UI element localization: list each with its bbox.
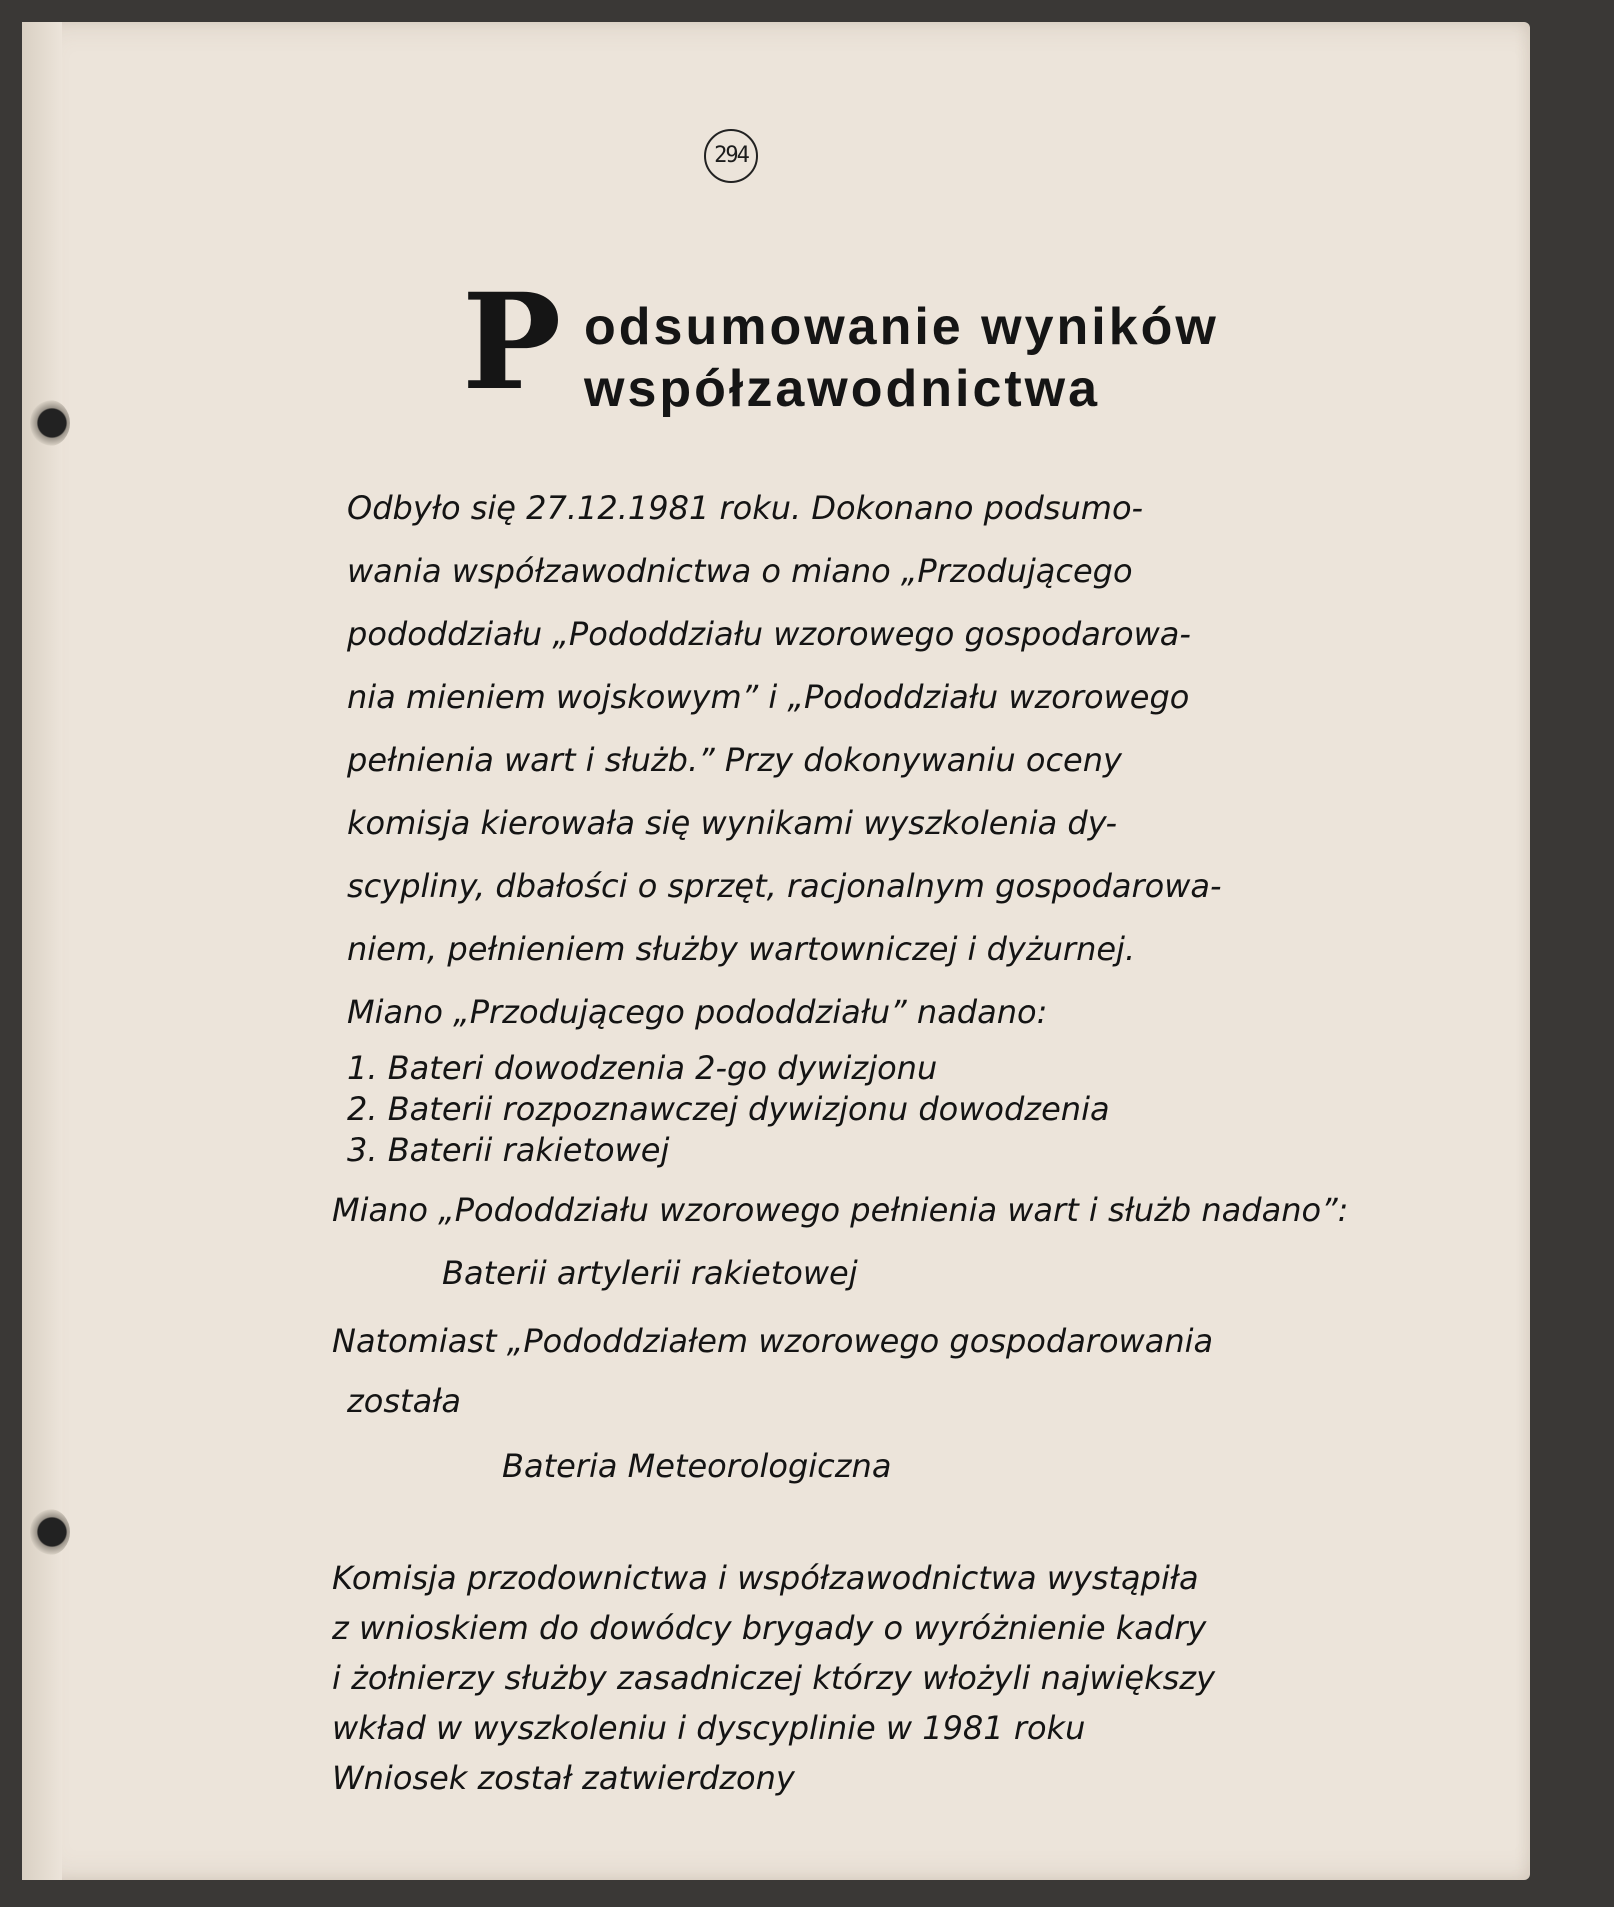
paragraph-4-line: i żołnierzy służby zasadniczej którzy włożyli największy bbox=[332, 1659, 1216, 1697]
page-spine bbox=[22, 22, 62, 1880]
paragraph-1-line: pełnienia wart i służb.” Przy dokonywaniu oceny bbox=[347, 741, 1122, 779]
paragraph-4-line: Wniosek został zatwierdzony bbox=[332, 1759, 795, 1797]
paragraph-1-line: Odbyło się 27.12.1981 roku. Dokonano podsumo- bbox=[347, 489, 1144, 527]
document-page bbox=[22, 22, 1530, 1880]
title-line-2: współzawodnictwa bbox=[584, 360, 1101, 418]
title-line-1: odsumowanie wyników bbox=[584, 298, 1219, 356]
paragraph-1-line: pododdziału „Pododdziału wzorowego gospodarowa- bbox=[347, 615, 1191, 653]
paragraph-1-line: wania współzawodnictwa o miano „Przodującego bbox=[347, 552, 1133, 590]
paragraph-3-line: została bbox=[347, 1382, 461, 1420]
paragraph-4-line: wkład w wyszkoleniu i dyscyplinie w 1981 roku bbox=[332, 1709, 1086, 1747]
paragraph-4-line: Komisja przodownictwa i współzawodnictwa wystąpiła bbox=[332, 1559, 1199, 1597]
page-title bbox=[462, 265, 1362, 420]
title-initial: P bbox=[462, 265, 562, 420]
paragraph-1-line: niem, pełnieniem służby wartowniczej i dyżurnej. bbox=[347, 930, 1136, 968]
list-item: 3. Baterii rakietowej bbox=[347, 1131, 670, 1169]
page-number: 294 bbox=[704, 129, 758, 183]
list-item: 2. Baterii rozpoznawczej dywizjonu dowodzenia bbox=[347, 1090, 1110, 1128]
paragraph-3-line: Natomiast „Pododdziałem wzorowego gospodarowania bbox=[332, 1322, 1214, 1360]
punch-hole-top bbox=[30, 400, 70, 446]
paragraph-2: Miano „Pododdziału wzorowego pełnienia wart i służb nadano”: bbox=[332, 1191, 1349, 1229]
paragraph-1-line: scypliny, dbałości o sprzęt, racjonalnym gospodarowa- bbox=[347, 867, 1222, 905]
punch-hole-bottom bbox=[30, 1509, 70, 1555]
paragraph-1-line: komisja kierowała się wynikami wyszkolenia dy- bbox=[347, 804, 1118, 842]
paragraph-4-line: z wnioskiem do dowódcy brygady o wyróżnienie kadry bbox=[332, 1609, 1207, 1647]
paragraph-1-line: nia mieniem wojskowym” i „Pododdziału wzorowego bbox=[347, 678, 1190, 716]
list-item: 1. Bateri dowodzenia 2-go dywizjonu bbox=[347, 1049, 938, 1087]
award-2: Baterii artylerii rakietowej bbox=[442, 1254, 858, 1292]
award-3: Bateria Meteorologiczna bbox=[502, 1447, 892, 1485]
paragraph-1-line: Miano „Przodującego pododdziału” nadano: bbox=[347, 993, 1048, 1031]
